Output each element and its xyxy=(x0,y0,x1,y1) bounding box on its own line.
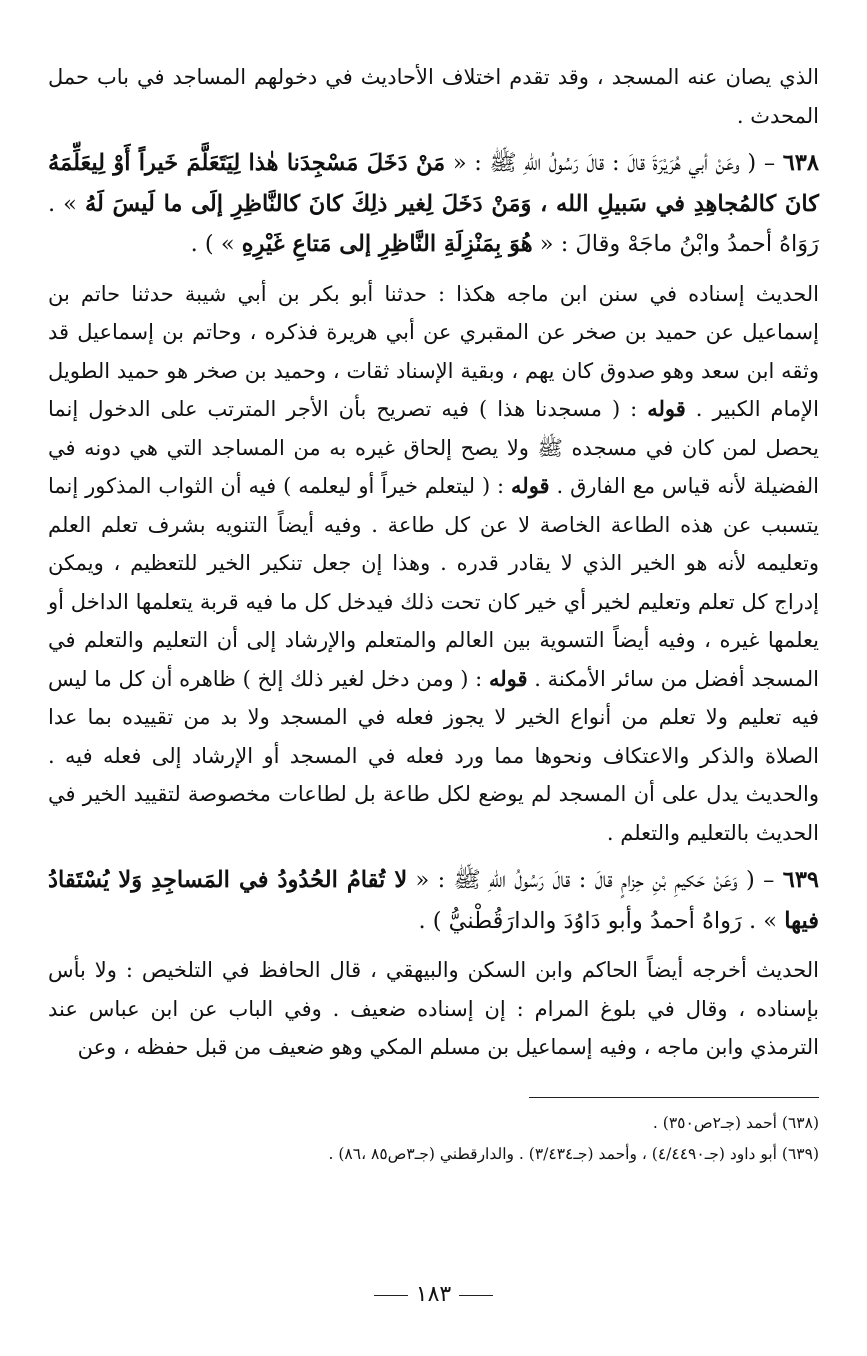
hadith-text-2: هُوَ بِمَنْزِلَةِ النَّاظِرِ إلى مَتاعِ غَيْرِهِ xyxy=(241,231,533,257)
intro-paragraph: الذي يصان عنه المسجد ، وقد تقدم اختلاف الأحاديث في دخولهم المساجد في باب حمل المحدث . xyxy=(48,65,819,128)
hadith-lead: – ( وَعَنْ حَكيمِ بْنِ حِزامٍ قالَ : قالَ رَسُولُ اللهِ ﷺ : « xyxy=(407,867,783,893)
hadith-number: ٦٣٩ xyxy=(782,867,819,893)
page-number-dash xyxy=(459,1295,493,1296)
keyword-qawluhu: قوله xyxy=(647,396,686,421)
footnote-divider xyxy=(529,1097,819,1098)
hadith-639 xyxy=(48,860,819,941)
hadith-number: ٦٣٨ xyxy=(782,150,819,176)
commentary-text: الحديث إسناده في سنن ابن ماجه هكذا : حدثنا أبو بكر بن أبي شيبة حدثنا حاتم بن إسماعيل عن حميد بن صخر عن المقبري عن أبي هريرة فذكره ، وحاتم بن إسماعيل قد وثقه ابن سعد وهو صدوق كان يهم ، وبقية الإسناد ثقات ، وحميد بن صخر هو حميد الطويل الإمام الكبير . xyxy=(48,281,819,421)
keyword-qawluhu: قوله xyxy=(511,473,550,498)
commentary-text: : ( ليتعلم خيراً أو ليعلمه ) فيه أن الثواب المذكور إنما يتسبب عن هذه الطاعة الخاصة لا عن كل طاعة . وفيه أيضاً التنويه بشرف تعلم العلم وتعليمه لأنه هو الخير الذي لا يقادر قدره . وهذا إن جعل تنكير الخير للتعظيم ، ويمكن إدراج كل تعلم وتعليم لخير أي خير كان تحت ذلك فيدخل كل ما فيه قربة يتعلمها الداخل أو يعلمها غيره ، وفيه أيضاً التسوية بين العالم والمتعلم والإرشاد إلى أن التعليم والتعلم في المسجد أفضل من سائر الأمكنة . xyxy=(48,474,819,691)
hadith-638 xyxy=(48,143,819,265)
hadith-tail: » . رَواهُ أحمدُ وأبو دَاوُدَ والدارَقُطْنيُّ ) . xyxy=(418,907,785,934)
hadith-mid: » . رَوَاهُ أحمدُ وابْنُ ماجَهْ وقالَ : « xyxy=(48,190,819,257)
hadith-lead: – ( وعَنْ أبي هُرَيْرَةَ قالَ : قالَ رَسُولُ اللهِ ﷺ : « xyxy=(445,150,783,176)
hadith-tail: » ) . xyxy=(190,231,242,257)
page-number-dash xyxy=(374,1295,408,1296)
footnote-638: (٦٣٨) أحمد (جـ٢ص٣٥٠) . xyxy=(652,1113,819,1132)
commentary-639: الحديث أخرجه أيضاً الحاكم وابن السكن والبيهقي ، قال الحافظ في التلخيص : ولا بأس بإسناده ، وقال في بلوغ المرام : إن إسناده ضعيف . وفي الباب عن ابن عباس عند الترمذي وابن ماجه ، وفيه إسماعيل بن مسلم المكي وهو ضعيف من قبل حفظه ، وعن xyxy=(48,958,819,1059)
footnote-639: (٦٣٩) أبو داود (جـ٤/٤٤٩٠) ، وأحمد (جـ٣/٤٣٤) . والدارقطني (جـ٣ص٨٥ ،٨٦) . xyxy=(328,1144,819,1163)
hadith-text: مَنْ دَخَلَ مَسْجِدَنا هٰذا لِيَتَعَلَّمَ خَيراً أَوْ لِيعَلِّمَهُ كانَ كالمُجاهِدِ في سَبيلِ الله ، وَمَنْ دَخَلَ لِغير ذلِكَ كانَ كالنَّاظِرِ إلَى ما لَيسَ لَهُ xyxy=(48,150,819,217)
commentary-638 xyxy=(48,275,819,853)
page-number xyxy=(0,1282,867,1307)
commentary-text: : ( مسجدنا هذا ) فيه تصريح بأن الأجر المترتب على الدخول إنما يحصل لمن كان في مسجده ﷺ ولا يصح إلحاق غيره به من المساجد التي هي دونه في الفضيلة لأنه قياس مع الفارق . xyxy=(48,397,819,498)
commentary-text: : ( ومن دخل لغير ذلك إلخ ) ظاهره أن كل ما ليس فيه تعليم ولا تعلم من أنواع الخير لا يجوز فعله في المسجد ولا بد من تقييده بما عدا الصلاة والذكر والاعتكاف ونحوها مما ورد فعله في المسجد أو الإرشاد إلى فعله فيه . والحديث يدل على أن المسجد لم يوضع لكل طاعة بل لطاعات مخصوصة لتقييد الخير في الحديث بالتعليم والتعلم . xyxy=(48,666,819,845)
keyword-qawluhu: قوله xyxy=(488,665,528,691)
hadith-text: لا تُقامُ الحُدُودُ في المَساجِدِ وَلا يُسْتَقادُ فيها xyxy=(48,867,819,934)
page-number-value: ١٨٣ xyxy=(415,1282,452,1307)
